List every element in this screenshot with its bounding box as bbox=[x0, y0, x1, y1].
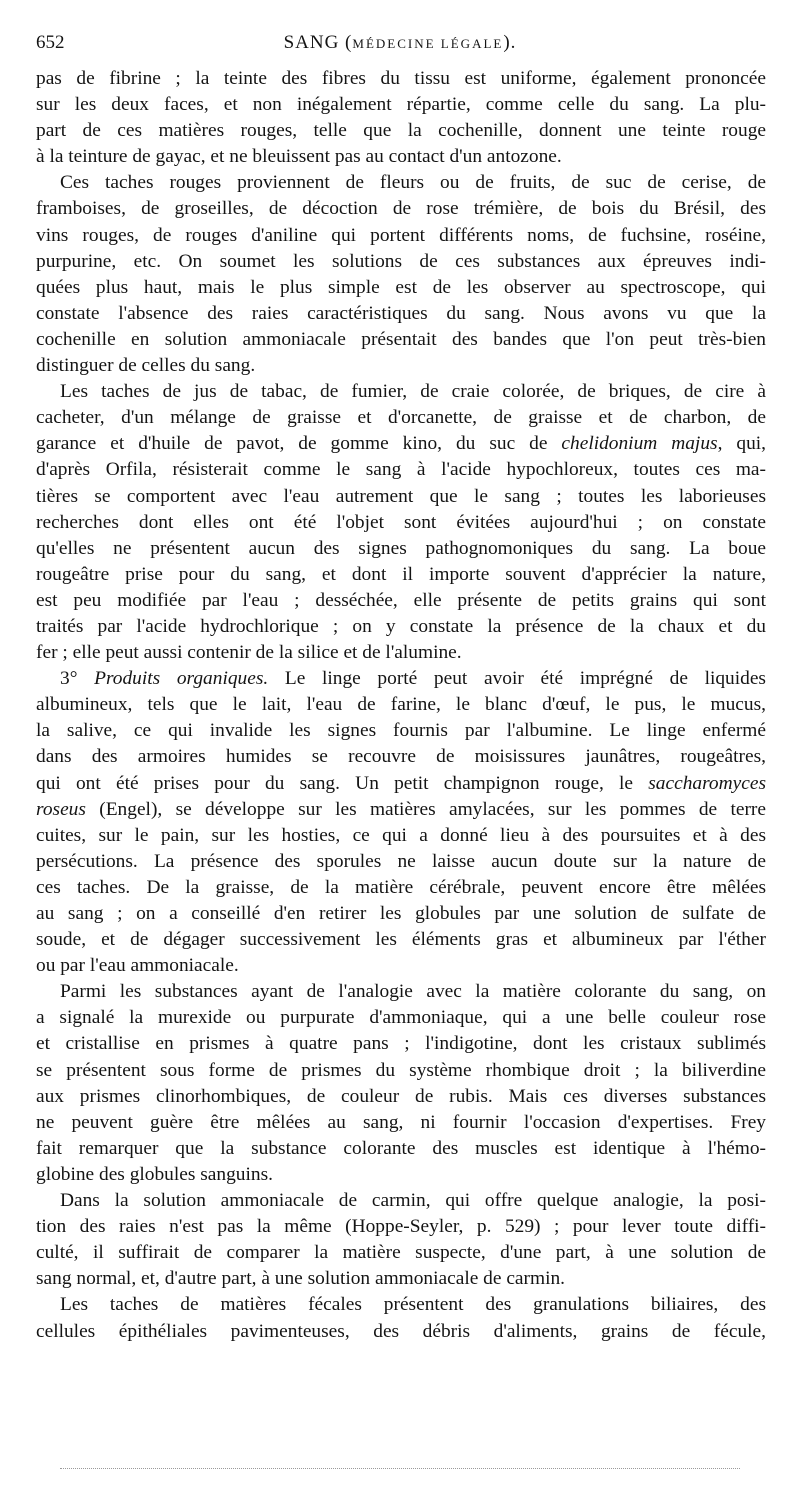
text-line: ces taches. De la graisse, de la matière cérébrale, peuvent encore être mêlées bbox=[36, 876, 766, 898]
text-line: quées plus haut, mais le plus simple est de les observer au spectroscope, qui bbox=[36, 276, 766, 298]
text-line: au sang ; on a conseillé d'en retirer les globules par une solution de sulfate de bbox=[36, 903, 766, 924]
text-line: d'après Orfila, résisterait comme le sang à l'acide hypochloreux, toutes ces ma- bbox=[36, 459, 766, 481]
running-title-sub: MÉDECINE LÉGALE bbox=[352, 36, 504, 51]
text-line: cellules épithéliales pavimenteuses, des débris d'aliments, grains de fécule, bbox=[36, 1320, 766, 1342]
text-line: cochenille en solution ammoniacale présentait des bandes que l'on peut très-bien bbox=[36, 328, 766, 350]
text-line: Les taches de matières fécales présentent des granulations biliaires, des bbox=[60, 1294, 766, 1316]
running-title-close: ). bbox=[503, 32, 517, 53]
text-line: constate l'absence des raies caractéristiques du sang. Nous avons vu que la bbox=[36, 302, 766, 324]
text-line: Parmi les substances ayant de l'analogie avec la matière colorante du sang, on bbox=[60, 981, 766, 1003]
page-bottom-rule bbox=[60, 1468, 740, 1469]
body-text bbox=[36, 66, 766, 1345]
text-line: framboises, de groseilles, de décoction de rose trémière, de bois du Brésil, des bbox=[36, 198, 766, 220]
text-line: cuites, sur le pain, sur les hosties, ce qui a donné lieu à des poursuites et à des bbox=[36, 824, 766, 846]
page-number: 652 bbox=[36, 32, 65, 53]
text-line: tion des raies n'est pas la même (Hoppe-Seyler, p. 529) ; pour lever toute diffi- bbox=[36, 1216, 766, 1238]
text-line: a signalé la murexide ou purpurate d'ammoniaque, qui a une belle couleur rose bbox=[36, 1007, 766, 1029]
section-heading: Produits organiques. bbox=[94, 668, 269, 690]
text-line: vins rouges, de rouges d'aniline qui portent différents noms, de fuchsine, roséine, bbox=[36, 224, 766, 246]
text-line: pas de fibrine ; la teinte des fibres du tissu est uniforme, également prononcée bbox=[36, 68, 766, 89]
text-line: fer ; elle peut aussi contenir de la silice et de l'alumine. bbox=[36, 642, 462, 664]
text-line: sang normal, et, d'autre part, à une solution ammoniacale de carmin. bbox=[36, 1268, 566, 1290]
text-line: Dans la solution ammoniacale de carmin, qui offre quelque analogie, la posi- bbox=[60, 1190, 766, 1212]
text-line: ne peuvent guère être mêlées au sang, ni fournir l'occasion d'expertises. Frey bbox=[36, 1111, 766, 1133]
text-line: la salive, ce qui invalide les signes fournis par l'albumine. Le linge enfermé bbox=[36, 720, 766, 742]
text-line: Ces taches rouges proviennent de fleurs ou de fruits, de suc de cerise, de bbox=[60, 172, 766, 194]
text-line: ou par l'eau ammoniacale. bbox=[36, 955, 239, 977]
text-line bbox=[36, 771, 766, 797]
text-line bbox=[36, 666, 766, 692]
text-line: globine des globules sanguins. bbox=[36, 1163, 273, 1185]
text-line: rougeâtre prise pour du sang, et dont il importe souvent d'apprécier la nature, bbox=[36, 563, 766, 585]
running-title bbox=[36, 32, 764, 54]
text-line: culté, il suffirait de comparer la matière suspecte, d'une part, à une solution de bbox=[36, 1242, 766, 1264]
text-segment: Le linge porté peut avoir été imprégné de liquides bbox=[268, 668, 766, 690]
italic-species-name: saccharomyces bbox=[648, 772, 766, 794]
text-line bbox=[36, 797, 766, 823]
text-line: se présentent sous forme de prismes du système rhombique droit ; la biliverdine bbox=[36, 1059, 766, 1081]
text-segment: , qui, bbox=[717, 433, 767, 455]
text-line: cacheter, d'un mélange de graisse et d'orcanette, de graisse et de charbon, de bbox=[36, 407, 766, 429]
text-line: persécutions. La présence des sporules ne laisse aucun doute sur la nature de bbox=[36, 850, 766, 872]
text-line: albumineux, tels que le lait, l'eau de farine, le blanc d'œuf, le pus, le mucus, bbox=[36, 694, 766, 716]
text-segment: garance et d'huile de pavot, de gomme kino, du suc de bbox=[36, 433, 562, 455]
text-line: fait remarquer que la substance colorante des muscles est identique à l'hémo- bbox=[36, 1137, 766, 1159]
text-line: tières se comportent avec l'eau autrement que le sang ; toutes les laborieuses bbox=[36, 485, 766, 507]
text-line bbox=[36, 431, 766, 457]
section-number: 3° bbox=[60, 668, 95, 690]
italic-species-name: chelidonium majus bbox=[561, 433, 718, 455]
text-line: distinguer de celles du sang. bbox=[36, 355, 256, 377]
text-line: Les taches de jus de tabac, de fumier, de craie colorée, de briques, de cire à bbox=[60, 381, 766, 403]
text-segment: (Engel), se développe sur les matières amylacées, sur les pommes de terre bbox=[85, 798, 766, 820]
text-line: et cristallise en prismes à quatre pans ; l'indigotine, dont les cristaux sublimés bbox=[36, 1033, 766, 1055]
text-line: dans des armoires humides se recouvre de moisissures jaunâtres, rougeâtres, bbox=[36, 746, 766, 768]
text-line: à la teinture de gayac, et ne bleuissent pas au contact d'un antozone. bbox=[36, 146, 562, 168]
text-line: recherches dont elles ont été l'objet sont évitées aujourd'hui ; on constate bbox=[36, 511, 766, 533]
text-line: soude, et de dégager successivement les éléments gras et albumineux par l'éther bbox=[36, 929, 766, 951]
text-line: sur les deux faces, et non inégalement répartie, comme celle du sang. La plu- bbox=[36, 94, 766, 116]
text-segment: qui ont été prises pour du sang. Un petit champignon rouge, le bbox=[36, 772, 649, 794]
italic-species-name: roseus bbox=[36, 798, 86, 820]
text-line: part de ces matières rouges, telle que la cochenille, donnent une teinte rouge bbox=[36, 120, 766, 142]
text-line: traités par l'acide hydrochlorique ; on y constate la présence de la chaux et du bbox=[36, 615, 766, 637]
text-line: aux prismes clinorhombiques, de couleur de rubis. Mais ces diverses substances bbox=[36, 1085, 766, 1107]
text-line: qu'elles ne présentent aucun des signes pathognomoniques du sang. La boue bbox=[36, 537, 766, 559]
text-line: purpurine, etc. On soumet les solutions de ces substances aux épreuves indi- bbox=[36, 250, 766, 272]
running-title-main: SANG ( bbox=[283, 32, 353, 53]
running-header bbox=[36, 32, 764, 56]
text-line: est peu modifiée par l'eau ; desséchée, elle présente de petits grains qui sont bbox=[36, 589, 766, 611]
